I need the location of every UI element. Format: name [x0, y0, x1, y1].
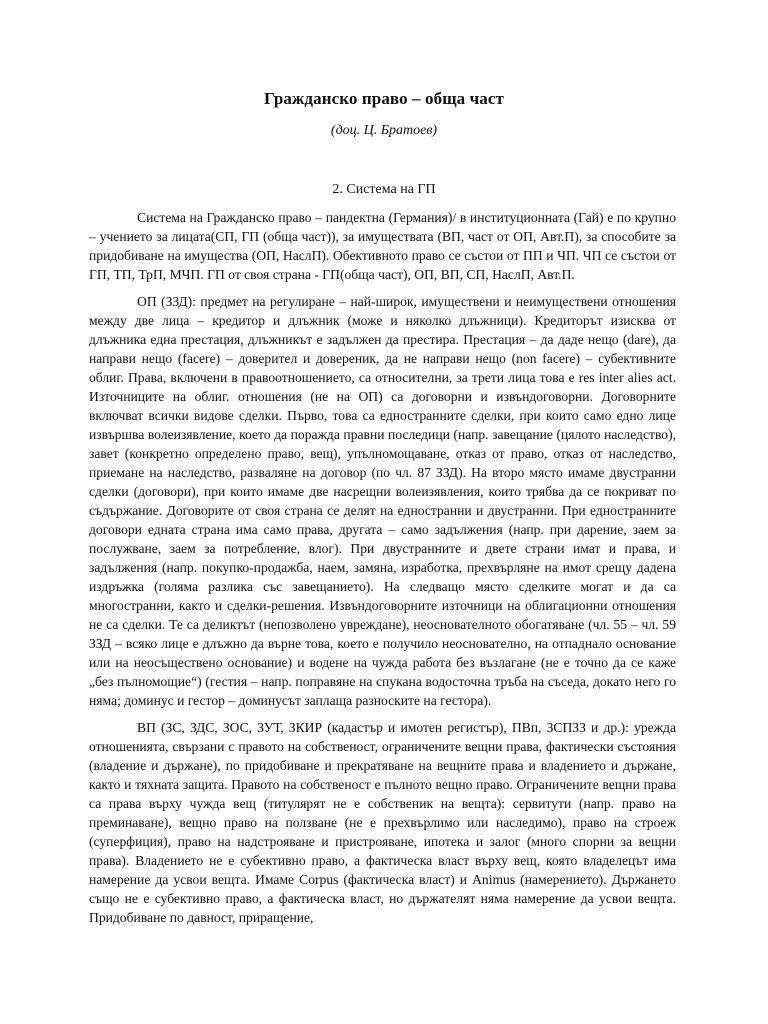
document-title: Гражданско право – обща част [264, 89, 504, 108]
paragraph-system: Система на Гражданско право – пандектна (Германия)/ в институционната (Гай) е по крупно – учението за лицата(СП, ГП (обща част)), за имуществата (ВП, част от ОП, Авт.П), за способите за придобиване на имущества (ОП, НаслП). Обективното право се състои от ПП и ЧП. ЧП се състои от ГП, ТП, ТрП, МЧП. ГП от своя страна - ГП(обща част), ОП, ВП, СП, НаслП, Авт.П. [89, 210, 676, 282]
section-heading: 2. Система на ГП [332, 182, 436, 197]
paragraph-property: ВП (ЗС, ЗДС, ЗОС, ЗУТ, ЗКИР (кадастър и имотен регистър), ПВп, ЗСПЗЗ и др.): урежда отношенията, свързани с правото на собственост, ограничените вещни права, фактически състояния (владение и държане), по придобиване и прекратяване на вещните права и владението и държане, както и тяхната защита. Правото на собственост е пълното вещно право. Ограничените вещни права са права върху чужда вещ (титулярят не е собственик на вещта): сервитути (напр. право на преминаване), вещно право на ползване (не е прехвърлимо или наследимо), право на строеж (суперфиция), право на надстрояване и пристрояване, ипотека и залог (много спорни за вещни права). Владението не е субективно право, а фактическа власт върху вещ, която владелецът има намерение да усвои вещта. Имаме Corpus (фактическа власт) и Animus (намерението). Държането също не е субективно право, а фактическа власт, но държателят няма намерение да усвои вещта. Придобиване по давност, приращение, [89, 720, 676, 925]
document-body [89, 208, 676, 935]
document-author: (доц. Ц. Братоев) [330, 123, 438, 138]
paragraph-obligations: ОП (ЗЗД): предмет на регулиране – най-широк, имуществени и неимуществени отношения между две лица – кредитор и длъжник (може и няколко длъжници). Кредиторът изисква от длъжника една престация, длъжникът е задължен да престира. Престация – да даде нещо (dare), да направи нещо (facere) – доверител и довереник, да не направи нещо (non facere) – субективните облиг. Права, включени в правоотношението, са относителни, за трети лица това е res inter alies act. Източниците на облиг. отношения (не на ОП) са договорни и извъндоговорни. Договорните включват всички видове сделки. Първо, това са едностранните сделки, при които само едно лице извършва волеизявление, което да поражда правни последици (напр. завещание (цялото наследство), завет (конкретно определено право, вещ), упълномощаване, отказ от право, отказ от наследство, приемане на наследство, разваляне на договор (по чл. 87 ЗЗД). На второ място имаме двустранни сделки (договори), при които имаме две насрещни волеизявления, които трябва да се покриват по съдържание. Договорите от своя страна се делят на едностранни и двустранни. При едностранните договори едната страна има само права, другата – само задължения (напр. при дарение, заем за послужване, заем за потребление, влог). При двустранните и двете страни имат и права, и задължения (напр. покупко-продажба, наем, замяна, изработка, прехвърляне на имот срещу дадена издръжка (голяма разлика със завещанието). На следващо място сделките могат и да са многостранни, както и сделки-решения. Извъндоговорните източници на облигационни отношения не са сделки. Те са деликтът (непозволено увреждане), неоснователното обогатяване (чл. 55 – чл. 59 ЗЗД – всяко лице е длъжно да върне това, което е получило неоснователно, на отпаднало основание или на неосъществено основание) и водене на чужда работа без възлагане (не е точно да се каже „без пълномощие“) (гестия – напр. поправяне на спукана водосточна тръба на съседа, докато него го няма; доминус и гестор – доминусът заплаща разноските на гестора). [89, 294, 676, 708]
